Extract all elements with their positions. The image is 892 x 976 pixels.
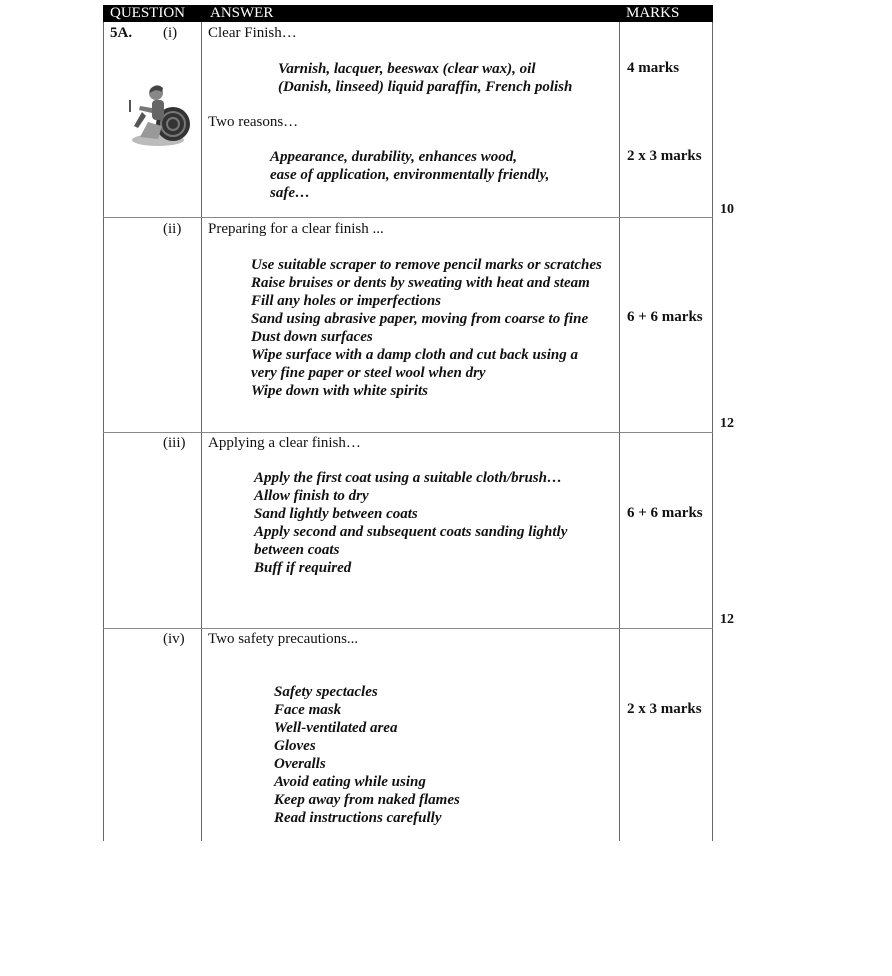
table-header — [103, 5, 713, 22]
row-divider — [103, 432, 713, 433]
part-sub-intro: Two reasons… — [208, 114, 299, 130]
answer-list — [251, 256, 602, 400]
row-divider — [103, 628, 713, 629]
part-marks: 2 x 3 marks — [627, 701, 702, 717]
answer-line: Wipe down with white spirits — [251, 383, 428, 399]
part-marks: 6 + 6 marks — [627, 309, 703, 325]
part-number: (i) — [163, 25, 178, 41]
answer-line: Apply the first coat using a suitable cloth/brush… — [254, 470, 562, 486]
answer-line: very fine paper or steel wool when dry — [251, 365, 486, 381]
answer-list — [274, 683, 460, 827]
part-sub-marks: 2 x 3 marks — [627, 148, 702, 164]
illustration-icon — [128, 82, 190, 148]
answer-line: (Danish, linseed) liquid paraffin, French polish — [278, 79, 573, 95]
part-intro: Clear Finish… — [208, 25, 297, 41]
answer-list — [278, 60, 572, 96]
answer-list — [270, 148, 549, 202]
question-number: 5A. — [110, 25, 133, 41]
answer-line: Dust down surfaces — [251, 329, 373, 345]
part-intro: Applying a clear finish… — [208, 435, 361, 451]
answer-line: Appearance, durability, enhances wood, — [270, 149, 517, 165]
answer-line: Sand lightly between coats — [254, 506, 418, 522]
part-intro: Two safety precautions... — [208, 631, 359, 647]
answer-line: Overalls — [274, 756, 326, 772]
header-question: QUESTION — [110, 5, 185, 21]
answer-line: Varnish, lacquer, beeswax (clear wax), oil — [278, 61, 536, 77]
part-total: 12 — [720, 416, 734, 431]
part-marks: 6 + 6 marks — [627, 505, 703, 521]
answer-line: ease of application, environmentally friendly, — [270, 167, 550, 183]
row-divider — [103, 217, 713, 218]
answer-line: Avoid eating while using — [274, 774, 426, 790]
part-intro: Preparing for a clear finish ... — [208, 221, 384, 237]
answer-line: Fill any holes or imperfections — [251, 293, 442, 309]
answer-line: Safety spectacles — [274, 684, 378, 700]
part-total: 12 — [720, 612, 734, 627]
part-number: (iv) — [163, 631, 185, 647]
answer-line: Well-ventilated area — [274, 720, 398, 736]
answer-line: Sand using abrasive paper, moving from coarse to fine — [251, 311, 589, 327]
answer-line: Allow finish to dry — [254, 488, 369, 504]
answer-line: Gloves — [274, 738, 316, 754]
answer-line: Raise bruises or dents by sweating with heat and steam — [251, 275, 590, 291]
part-marks: 4 marks — [627, 60, 680, 76]
answer-line: Buff if required — [254, 560, 352, 576]
answer-line: Use suitable scraper to remove pencil marks or scratches — [251, 257, 602, 273]
part-number: (ii) — [163, 221, 182, 237]
part-number: (iii) — [163, 435, 186, 451]
answer-list — [254, 469, 567, 577]
answer-line: safe… — [270, 185, 310, 201]
answer-line: Read instructions carefully — [274, 810, 442, 826]
answer-line: between coats — [254, 542, 340, 558]
answer-line: Keep away from naked flames — [274, 792, 460, 808]
header-marks: MARKS — [626, 5, 680, 21]
part-total: 10 — [720, 202, 734, 217]
answer-line: Wipe surface with a damp cloth and cut back using a — [251, 347, 578, 363]
answer-line: Apply second and subsequent coats sanding lightly — [254, 524, 568, 540]
header-answer: ANSWER — [210, 5, 274, 21]
answer-line: Face mask — [274, 702, 342, 718]
